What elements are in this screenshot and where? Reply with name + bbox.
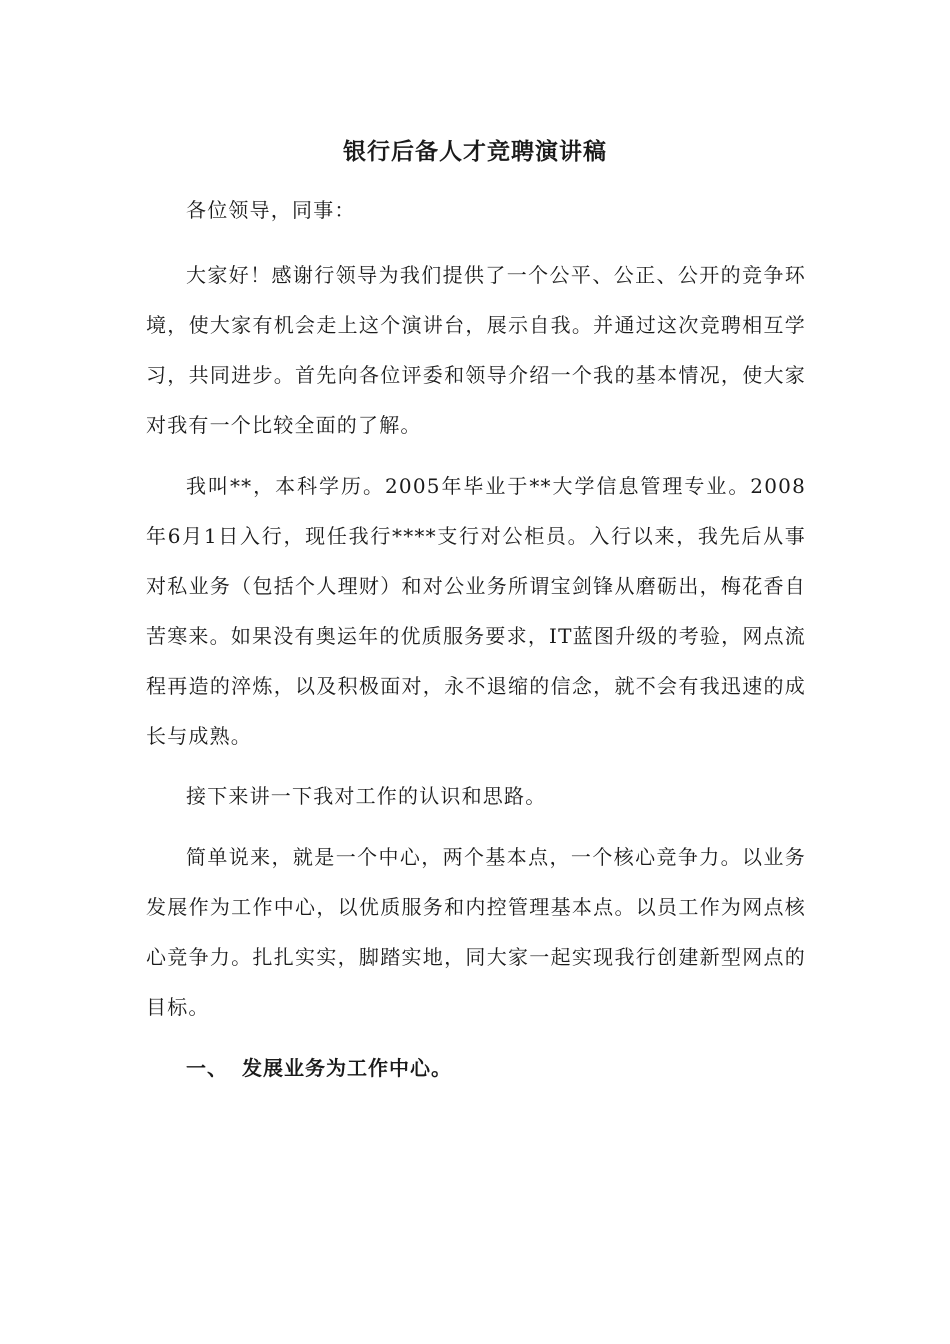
- section-heading-number: 一、: [186, 1056, 228, 1080]
- section-heading-text: 发展业务为工作中心。: [242, 1056, 452, 1080]
- document-title: 银行后备人才竞聘演讲稿: [343, 138, 607, 165]
- paragraph-transition: 接下来讲一下我对工作的认识和思路。: [186, 784, 547, 808]
- section-heading: [186, 1043, 452, 1093]
- paragraph-summary: 简单说来，就是一个中心，两个基本点，一个核心竞争力。以业务发展作为工作中心，以优质服务和内控管理基本点。以员工作为网点核心竞争力。扎扎实实，脚踏实地，同大家一起实现我行创建新型网点的目标。: [146, 845, 806, 1019]
- paragraph-intro: 大家好！感谢行领导为我们提供了一个公平、公正、公开的竞争环境，使大家有机会走上这个演讲台，展示自我。并通过这次竞聘相互学习，共同进步。首先向各位评委和领导介绍一个我的基本情况，使大家对我有一个比较全面的了解。: [146, 263, 806, 437]
- greeting: 各位领导，同事：: [186, 198, 356, 222]
- paragraph-background: 我叫**，本科学历。2005年毕业于**大学信息管理专业。2008年6月1日入行，现任我行****支行对公柜员。入行以来，我先后从事对私业务（包括个人理财）和对公业务所谓宝剑锋从磨砺出，梅花香自苦寒来。如果没有奥运年的优质服务要求，IT蓝图升级的考验，网点流程再造的淬炼，以及积极面对，永不退缩的信念，就不会有我迅速的成长与成熟。: [146, 474, 806, 748]
